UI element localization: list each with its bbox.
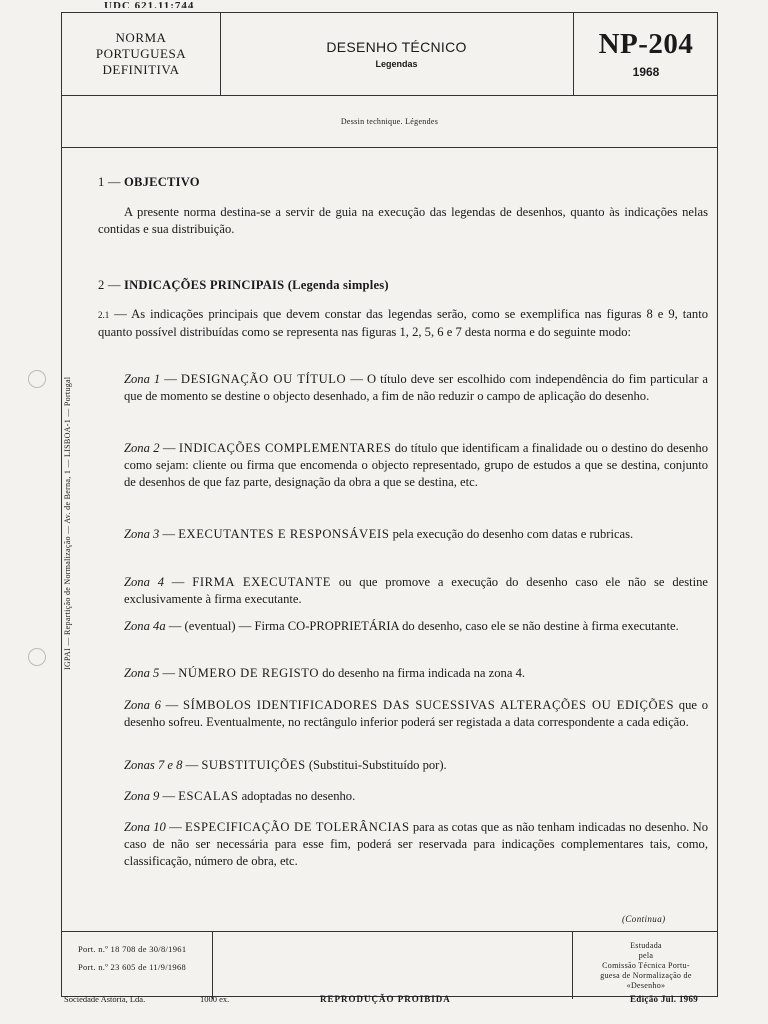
udc-code: UDC 621.11:744 [104,0,195,8]
zone-4a: Zona 4a — (eventual) — Firma CO-PROPRIETÁRIA do desenho, caso ele se não destine à firma executante. [124,619,679,633]
zone-title: ESCALAS [178,789,239,803]
committee-line-5: «Desenho» [626,980,666,990]
section-2-1-number: 2.1 [98,310,110,320]
zone-text: do desenho na firma indicada na zona 4. [322,666,526,680]
zone-title: EXECUTANTES E RESPONSÁVEIS [178,527,390,541]
section-2-heading [98,278,389,293]
zone-2: Zona 2 — INDICAÇÕES COMPLEMENTARES do título que identificam a finalidade ou o destino do desenho como sejam: cliente ou firma que encomenda o objecto representado, grupo de estudos a que se destina, conjunto de desenhos de que faz parte, designação da obra a que se destina, etc. [124,441,709,489]
document-subtitle: Legendas [375,59,418,69]
zone-text: do título que identificam a finalidade ou o destino do desenho como sejam: cliente ou firma que encomenda o objecto representado, grupo de estudos a que se destina, conjunto de desenhos de que faz parte, designação da obra a que se destina, etc. [124,441,709,489]
zone-9: Zona 9 — ESCALAS adoptadas no desenho. [124,789,356,803]
section-2-paren: (Legenda simples) [287,278,389,292]
standard-year: 1968 [632,65,660,79]
zone-title: (eventual) — Firma CO-PROPRIETÁRIA [184,619,399,633]
zone-label: Zonas 7 e 8 [124,758,183,772]
zone-text: — O título deve ser escolhido com independência do fim particular a que de momento se destine o objecto desenhado, a fim de não reduzir o campo de aplicação do desenho. [124,372,709,403]
zone-title: INDICAÇÕES COMPLEMENTARES [178,441,392,455]
zone-label: Zona 1 [124,372,161,386]
committee-block [573,932,719,999]
section-1-number: 1 — [98,175,121,189]
zone-text: ou que promove a execução do desenho caso ele não se destine exclusivamente à firma executante. [124,575,708,606]
zone-10: Zona 10 — ESPECIFICAÇÃO DE TOLERÂNCIAS para as cotas que as não tenham indicadas no desenho. No caso de não ser necessária para esse fim, poderá ser reservada para indicações complementares tais, como, classificação, número de obra, etc. [124,820,708,868]
zone-title: SÍMBOLOS IDENTIFICADORES DAS SUCESSIVAS ALTERAÇÕES OU EDIÇÕES [182,698,675,712]
footer-divider [212,932,213,999]
zone-5: Zona 5 — NÚMERO DE REGISTO do desenho na firma indicada na zona 4. [124,666,526,680]
zone-label: Zona 5 [124,666,160,680]
section-1-title: OBJECTIVO [124,175,200,189]
norma-line-2: PORTUGUESA [95,46,187,61]
zone-4: Zona 4 — FIRMA EXECUTANTE ou que promove a execução do desenho caso ele não se destine exclusivamente à firma executante. [124,575,708,606]
zone-text: do desenho, caso ele se não destine à firma executante. [402,619,679,633]
section-2-number: 2 — [98,278,121,292]
header [62,13,717,96]
zone-3: Zona 3 — EXECUTANTES E RESPONSÁVEIS pela execução do desenho com datas e rubricas. [124,527,634,541]
section-2-title: INDICAÇÕES PRINCIPAIS [124,278,285,292]
norma-line-1: NORMA [115,30,167,45]
footer [62,931,717,999]
norma-block [62,13,221,95]
copies: 1000 ex. [200,994,230,1004]
zone-label: Zona 4a [124,619,166,633]
zone-label: Zona 10 [124,820,166,834]
section-1-heading [98,175,200,190]
standard-code: NP-204 [598,28,694,60]
section-2-1-body: — As indicações principais que devem constar das legendas serão, como se exemplifica nas figuras 8 e 9, tanto quanto possível distribuídas como se representa nas figuras 1, 2, 5, 6 e 7 desta norma e do seguinte modo: [98,307,708,339]
code-block [573,13,719,95]
committee-line-3: Comissão Técnica Portu- [602,960,690,970]
norma-line-3: DEFINITIVA [102,62,180,77]
committee-line-4: guesa de Normalização de [600,970,692,980]
sidebar-publisher-note: IGPAI — Repartição de Normalização — Av. de Berna, 1 — LISBOA-1 — Portugal [63,376,72,670]
zone-label: Zona 9 [124,789,160,803]
zone-text: para as cotas que as não tenham indicadas no desenho. No caso de não ser necessária para esse fim, poderá ser reservada para indicações complementares tais, como, classificação, número de obra, etc. [124,820,708,868]
section-1-text: A presente norma destina-se a servir de guia na execução das legendas de desenhos, quanto às indicações nelas contidas e sua distribuição. [98,205,708,236]
zones-7-8: Zonas 7 e 8 — SUBSTITUIÇÕES (Substitui-Substituído por). [124,758,447,772]
zone-title: ESPECIFICAÇÃO DE TOLERÂNCIAS [185,820,410,834]
page-frame [61,12,718,997]
zone-title: FIRMA EXECUTANTE [192,575,332,589]
zone-1: Zona 1 — DESIGNAÇÃO OU TÍTULO — O título deve ser escolhido com independência do fim particular a que de momento se destine o objecto desenhado, a fim de não reduzir o campo de aplicação do desenho. [124,372,709,403]
zone-label: Zona 4 [124,575,164,589]
edition-date: Edição Jul. 1969 [630,994,699,1004]
zone-label: Zona 3 [124,527,160,541]
zone-text: pela execução do desenho com datas e rubricas. [392,527,634,541]
zone-text: (Substitui-Substituído por). [308,758,447,772]
zone-title: SUBSTITUIÇÕES [201,758,306,772]
portaria-1: Port. n.º 18 708 de 30/8/1961 [78,944,187,954]
zone-text: que o desenho sofreu. Eventualmente, no rectângulo inferior poderá ser registada a data correspondente a cada edição. [124,698,709,729]
punch-hole-top [28,370,46,388]
portaria-2: Port. n.º 23 605 de 11/9/1968 [78,962,187,972]
document-title: DESENHO TÉCNICO [326,39,467,55]
committee-line-2: pela [638,950,654,960]
zone-title: NÚMERO DE REGISTO [178,666,320,680]
publisher: Sociedade Astória, Lda. [64,994,146,1004]
zone-6: Zona 6 — SÍMBOLOS IDENTIFICADORES DAS SUCESSIVAS ALTERAÇÕES OU EDIÇÕES que o desenho sofreu. Eventualmente, no rectângulo inferior poderá ser registada a data correspondente a cada edição. [124,698,709,729]
section-2-1-text [98,306,708,341]
committee-line-1: Estudada [630,940,662,950]
title-block [220,13,574,95]
continua-note: (Continua) [622,914,666,924]
footer-portarias [62,932,573,999]
french-title: Dessin technique. Légendes [340,116,439,126]
zone-label: Zona 6 [124,698,161,712]
zone-text: adoptadas no desenho. [241,789,356,803]
zone-label: Zona 2 [124,441,160,455]
punch-hole-bottom [28,648,46,666]
zone-title: DESIGNAÇÃO OU TÍTULO [180,372,347,386]
reproduction-notice: REPRODUÇÃO PROIBIDA [320,994,451,1004]
french-title-row [62,95,717,148]
